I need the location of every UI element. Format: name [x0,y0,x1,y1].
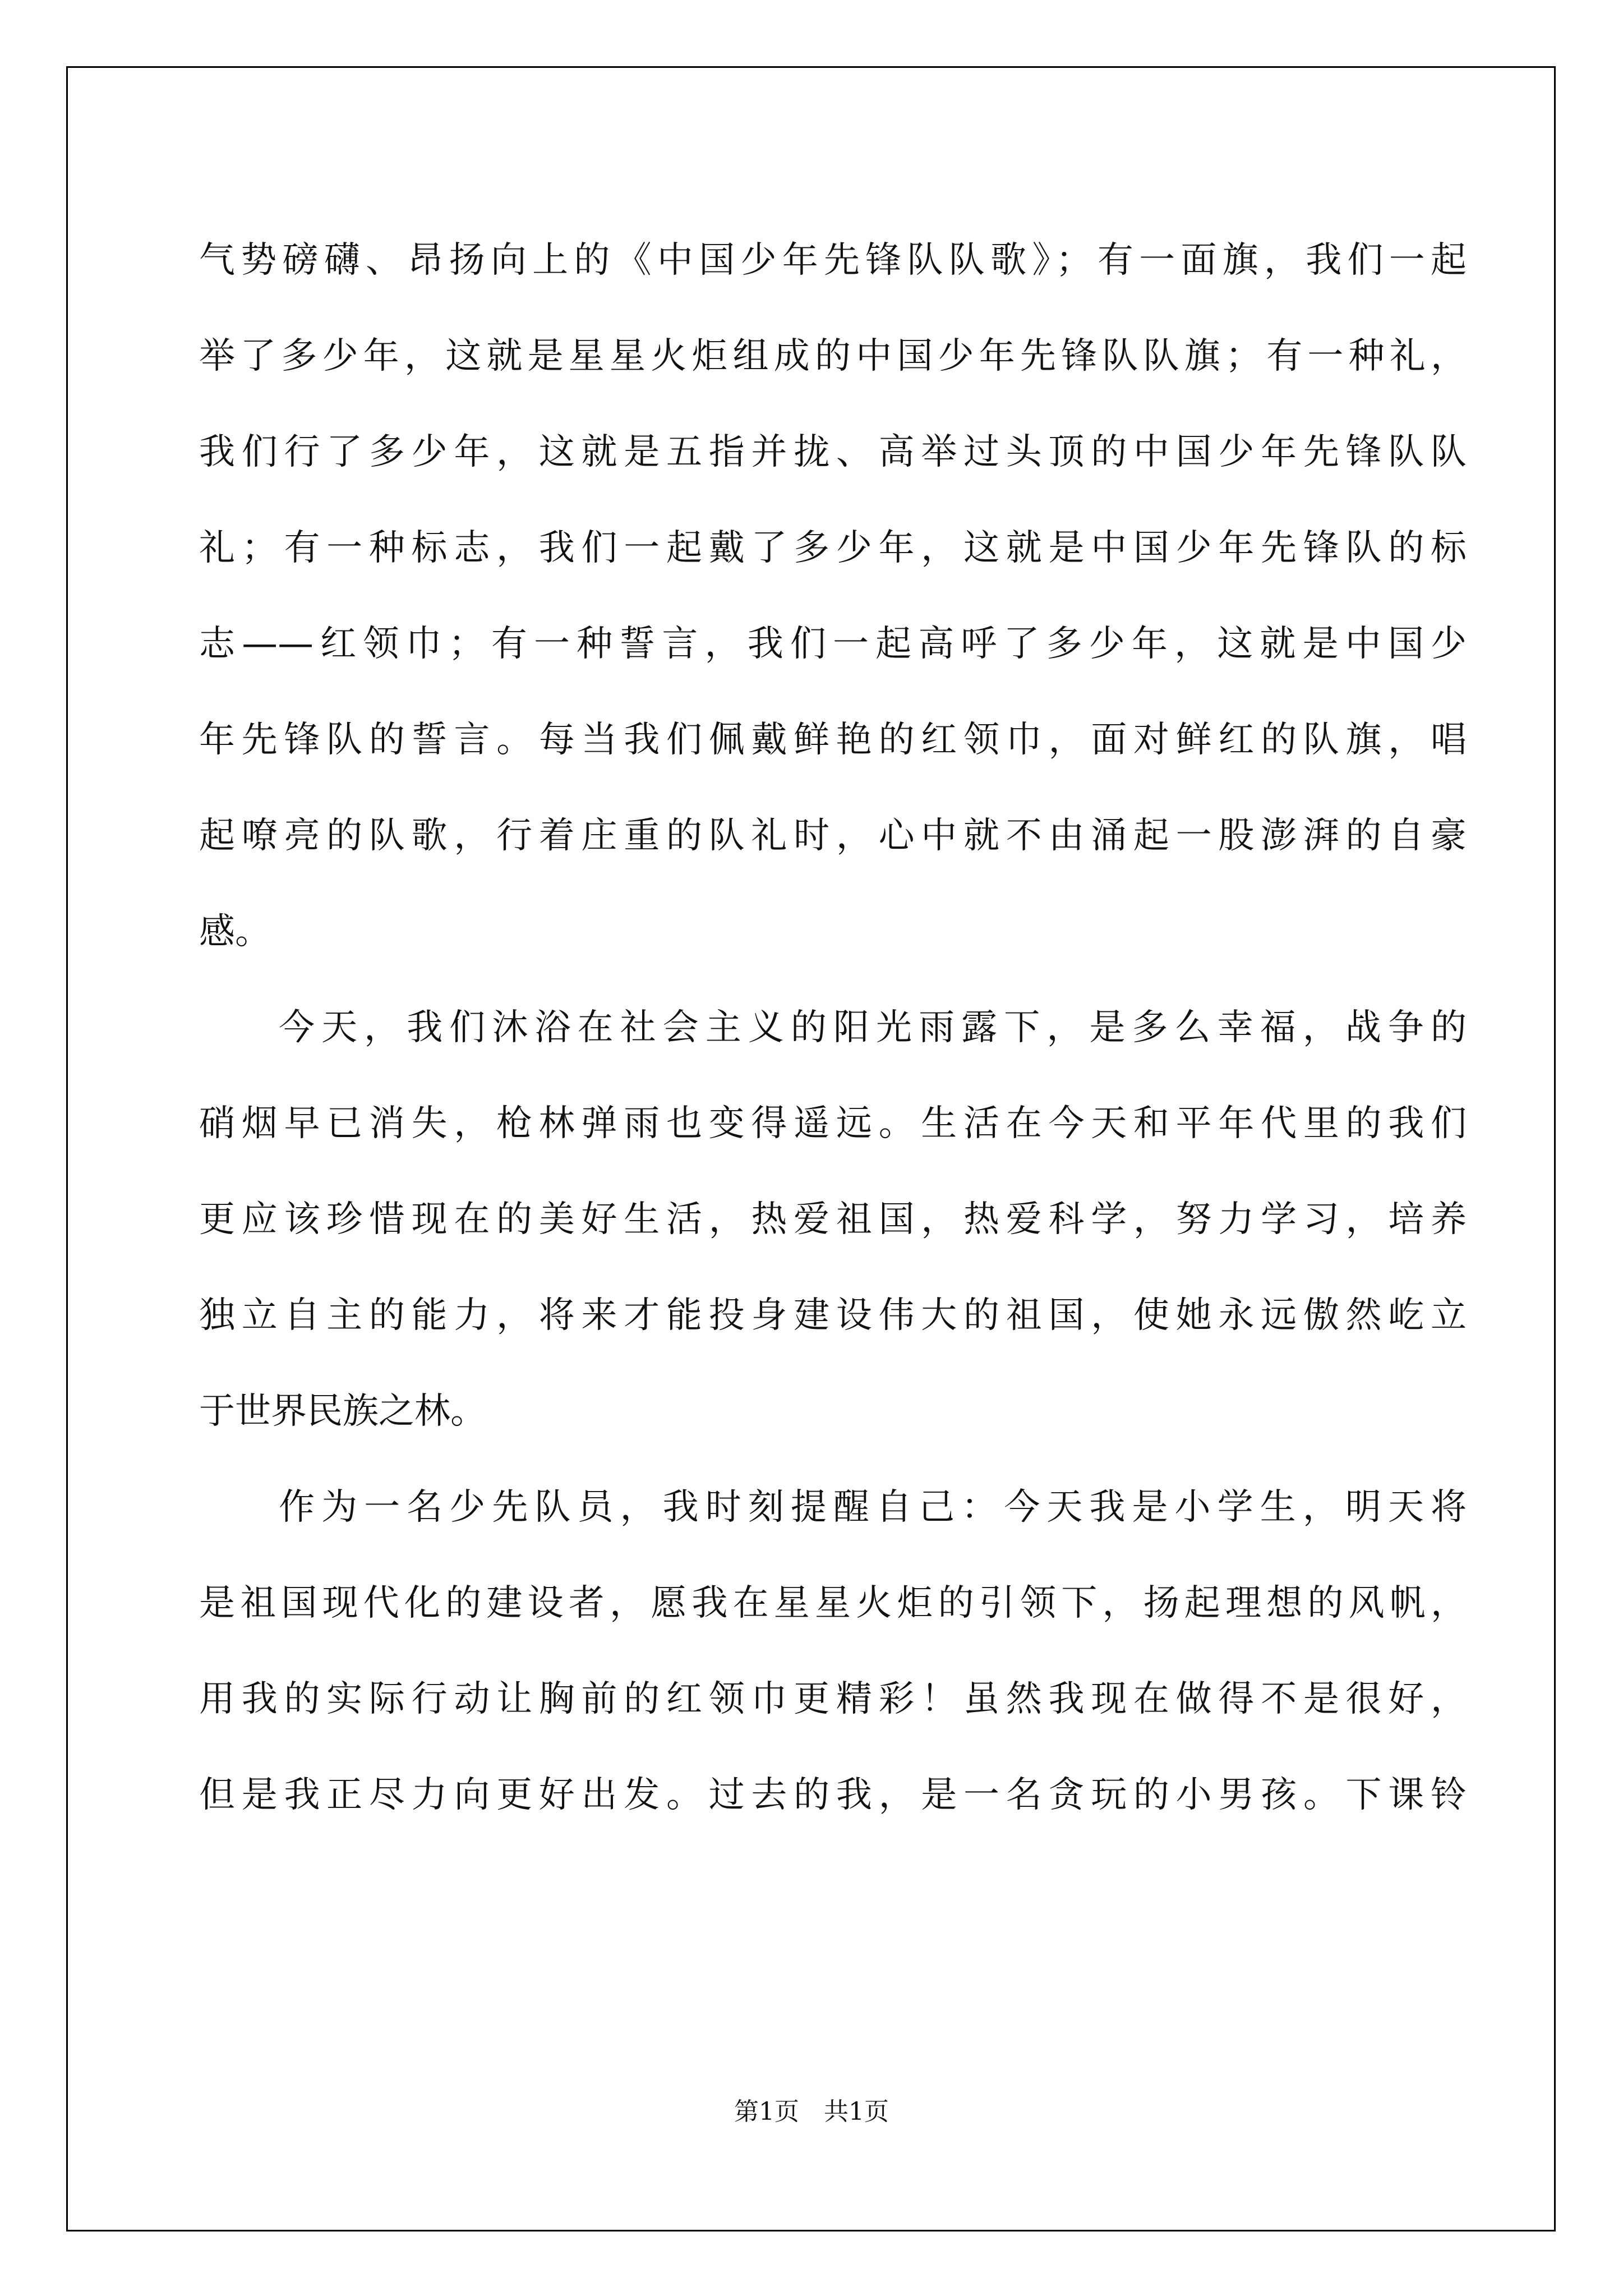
text-line: 硝烟早已消失，枪林弹雨也变得遥远。生活在今天和平年代里的我们 [199,1103,1467,1144]
document-body [199,213,1467,1843]
text-line: 用我的实际行动让胸前的红领巾更精彩！虽然我现在做得不是很好， [199,1678,1467,1720]
text-line: 是祖国现代化的建设者，愿我在星星火炬的引领下，扬起理想的风帆， [199,1582,1467,1624]
text-line: 于世界民族之林。 [199,1391,486,1432]
text-line: 更应该珍惜现在的美好生活，热爱祖国，热爱科学，努力学习，培养 [199,1199,1467,1240]
text-line: 今天，我们沐浴在社会主义的阳光雨露下，是多么幸福，战争的 [279,1007,1467,1048]
text-line: 起嘹亮的队歌，行着庄重的队礼时，心中就不由涌起一股澎湃的自豪 [199,815,1467,857]
text-line: 举了多少年，这就是星星火炬组成的中国少年先锋队队旗；有一种礼， [199,335,1467,377]
page-footer [0,2095,1623,2129]
text-line: 志——红领巾；有一种誓言，我们一起高呼了多少年，这就是中国少 [199,623,1467,665]
text-line: 作为一名少先队员，我时刻提醒自己：今天我是小学生，明天将 [279,1487,1467,1528]
text-line: 感。 [199,911,271,953]
text-line: 年先锋队的誓言。每当我们佩戴鲜艳的红领巾，面对鲜红的队旗，唱 [199,719,1467,761]
page-number-label: 第1页 共1页 [734,2097,889,2126]
text-line: 独立自主的能力，将来才能投身建设伟大的祖国，使她永远傲然屹立 [199,1295,1467,1336]
text-line: 我们行了多少年，这就是五指并拢、高举过头顶的中国少年先锋队队 [199,431,1467,473]
text-line: 礼；有一种标志，我们一起戴了多少年，这就是中国少年先锋队的标 [199,527,1467,569]
text-line: 气势磅礴、昂扬向上的《中国少年先锋队队歌》；有一面旗，我们一起 [199,240,1467,281]
text-line: 但是我正尽力向更好出发。过去的我，是一名贪玩的小男孩。下课铃 [199,1774,1467,1816]
